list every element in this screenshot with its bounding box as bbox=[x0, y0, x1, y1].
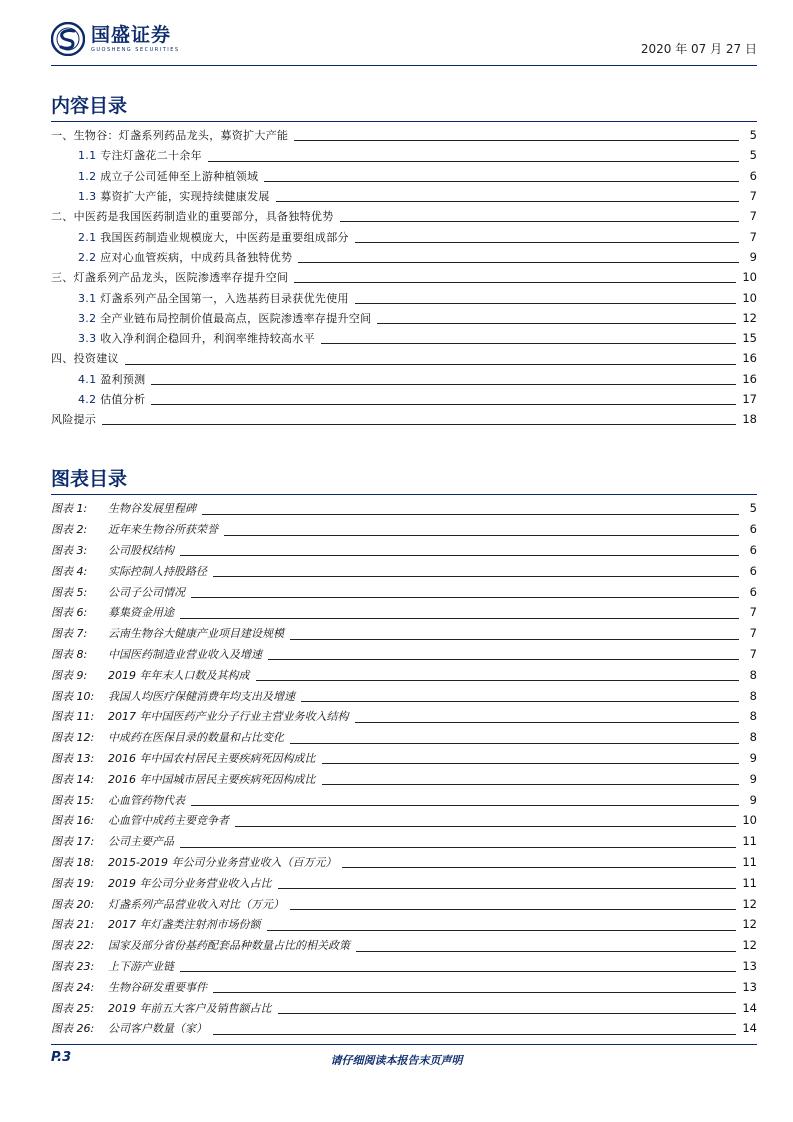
figure-entry-label bbox=[51, 667, 256, 683]
dot-leader bbox=[278, 1013, 737, 1014]
guosheng-logo-icon bbox=[51, 22, 85, 56]
figure-entry[interactable] bbox=[51, 872, 757, 893]
dot-leader bbox=[321, 343, 736, 344]
dot-leader bbox=[377, 323, 736, 324]
figure-entry-label bbox=[51, 604, 180, 620]
figure-entry[interactable] bbox=[51, 810, 757, 831]
toc-entry-page: 7 bbox=[749, 209, 757, 224]
figure-number: 图表 3: bbox=[51, 543, 88, 557]
figure-number: 图表 8: bbox=[51, 647, 88, 661]
dot-leader bbox=[267, 930, 737, 931]
toc-entry-number: 4.2 bbox=[78, 393, 97, 406]
dot-leader bbox=[180, 847, 736, 848]
figure-entry[interactable] bbox=[51, 581, 757, 602]
figure-number: 图表 6: bbox=[51, 606, 88, 620]
figure-entry-label bbox=[51, 792, 191, 808]
figure-number: 图表 11: bbox=[51, 710, 95, 724]
figure-entry-label bbox=[51, 646, 268, 662]
toc-entry[interactable] bbox=[51, 125, 757, 145]
figure-page: 13 bbox=[742, 979, 757, 994]
figure-number: 图表 13: bbox=[51, 751, 95, 765]
figure-page: 11 bbox=[742, 834, 757, 849]
figures-title: 图表目录 bbox=[51, 468, 128, 490]
dot-leader bbox=[294, 140, 739, 141]
dot-leader bbox=[151, 384, 736, 385]
toc-entry-number: 3.1 bbox=[78, 291, 97, 305]
dot-leader bbox=[342, 867, 736, 868]
dot-leader bbox=[290, 909, 736, 910]
toc-entry-label bbox=[51, 330, 321, 346]
toc-entry-text: 收入净利润企稳回升，利润率维持较高水平 bbox=[100, 332, 315, 346]
toc-entry-label bbox=[51, 208, 340, 224]
dot-leader bbox=[180, 618, 739, 619]
figure-entry[interactable] bbox=[51, 914, 757, 935]
figure-entry[interactable] bbox=[51, 519, 757, 540]
figure-page: 11 bbox=[742, 875, 757, 890]
figure-page: 6 bbox=[749, 563, 757, 578]
figure-entry-label bbox=[51, 958, 180, 974]
figure-title: 国家及部分省份基药配套品种数量占比的相关政策 bbox=[108, 939, 350, 953]
figure-number: 图表 21: bbox=[51, 918, 95, 932]
figure-title: 2016 年中国城市居民主要疾病死因构成比 bbox=[108, 772, 316, 786]
figure-entry[interactable] bbox=[51, 852, 757, 873]
toc-entry[interactable] bbox=[51, 389, 757, 409]
figure-entry[interactable] bbox=[51, 935, 757, 956]
figure-entry-label bbox=[51, 500, 202, 516]
toc-entry-text: 一、生物谷：灯盏系列药品龙头，募资扩大产能 bbox=[51, 129, 289, 143]
figure-title: 实际控制人持股路径 bbox=[108, 564, 207, 578]
figure-title: 心血管中成药主要竞争者 bbox=[108, 814, 229, 828]
figure-number: 图表 22: bbox=[51, 939, 95, 953]
figure-entry[interactable] bbox=[51, 560, 757, 581]
figure-entry[interactable] bbox=[51, 893, 757, 914]
figure-entry[interactable] bbox=[51, 602, 757, 623]
figure-entry-label bbox=[51, 729, 290, 745]
toc-entry-text: 专注灯盏花二十余年 bbox=[100, 149, 202, 163]
toc-entry-page: 16 bbox=[742, 371, 757, 386]
toc-entry-text: 盈利预测 bbox=[100, 372, 146, 386]
figure-number: 图表 25: bbox=[51, 1001, 95, 1015]
figure-entry-label bbox=[51, 916, 267, 932]
figure-page: 11 bbox=[742, 854, 757, 869]
dot-leader bbox=[202, 514, 739, 515]
figure-number: 图表 12: bbox=[51, 731, 95, 745]
figure-number: 图表 4: bbox=[51, 564, 88, 578]
figure-title: 生物谷研发重要事件 bbox=[108, 980, 207, 994]
figure-entry-label bbox=[51, 854, 342, 870]
dot-leader bbox=[264, 181, 739, 182]
toc-entry[interactable] bbox=[51, 409, 757, 429]
toc-entry[interactable] bbox=[51, 328, 757, 348]
figure-page: 9 bbox=[749, 792, 757, 807]
figure-title: 公司主要产品 bbox=[108, 835, 174, 849]
dot-leader bbox=[224, 535, 739, 536]
toc-entry-number: 1.3 bbox=[78, 190, 97, 204]
dot-leader bbox=[102, 424, 736, 425]
toc-entry-text: 灯盏系列产品全国第一，入选基药目录获优先使用 bbox=[100, 291, 349, 305]
toc-entry-text: 四、投资建议 bbox=[51, 352, 119, 366]
toc-entry[interactable] bbox=[51, 145, 757, 165]
toc-entry-label bbox=[51, 371, 151, 387]
toc-entry-label bbox=[51, 127, 294, 143]
toc-entry-page: 17 bbox=[742, 392, 757, 406]
figure-title: 2019 年公司分业务营业收入占比 bbox=[108, 876, 272, 890]
figure-entry-label bbox=[51, 937, 356, 953]
figure-title: 近年来生物谷所获荣誉 bbox=[108, 523, 218, 537]
figure-number: 图表 7: bbox=[51, 627, 88, 641]
figure-entry[interactable] bbox=[51, 997, 757, 1018]
figure-title: 心血管药物代表 bbox=[108, 793, 185, 807]
figure-number: 图表 1: bbox=[51, 502, 88, 516]
figure-entry-label bbox=[51, 563, 213, 579]
figure-number: 图表 20: bbox=[51, 897, 95, 911]
figure-page: 14 bbox=[742, 1021, 757, 1036]
toc-entry-text: 全产业链布局控制价值最高点，医院渗透率存提升空间 bbox=[100, 311, 372, 325]
toc-title-divider bbox=[51, 121, 757, 122]
dot-leader bbox=[290, 743, 739, 744]
figure-page: 9 bbox=[749, 750, 757, 765]
figure-title: 中国医药制造业营业收入及增速 bbox=[108, 647, 262, 661]
figure-number: 图表 15: bbox=[51, 793, 95, 807]
figure-number: 图表 5: bbox=[51, 585, 88, 599]
figure-title: 公司子公司情况 bbox=[108, 585, 185, 599]
figure-entry[interactable] bbox=[51, 727, 757, 748]
toc-entry[interactable] bbox=[51, 348, 757, 368]
toc-entry-label bbox=[51, 350, 125, 366]
figure-entry[interactable] bbox=[51, 706, 757, 727]
figure-title: 募集资金用途 bbox=[108, 606, 174, 620]
figure-title: 上下游产业链 bbox=[108, 959, 174, 973]
toc-title: 内容目录 bbox=[51, 95, 128, 117]
figure-title: 2019 年年末人口数及其构成 bbox=[108, 668, 250, 682]
dot-leader bbox=[355, 303, 737, 304]
toc-entry-number: 4.1 bbox=[78, 372, 97, 386]
figure-page: 8 bbox=[749, 709, 757, 724]
toc-entry-page: 5 bbox=[749, 148, 757, 163]
figure-entry[interactable] bbox=[51, 1018, 757, 1039]
figure-entry-label bbox=[51, 521, 224, 537]
toc-entry-label bbox=[51, 310, 377, 326]
figure-number: 图表 24: bbox=[51, 980, 95, 994]
figure-entry-label bbox=[51, 875, 278, 891]
toc-entry-text: 估值分析 bbox=[100, 393, 146, 406]
dot-leader bbox=[340, 221, 740, 222]
figure-title: 生物谷发展里程碑 bbox=[108, 502, 196, 516]
toc-entry-label bbox=[51, 290, 355, 306]
toc-entry[interactable] bbox=[51, 308, 757, 328]
figure-entry-label bbox=[51, 833, 180, 849]
toc-entry-text: 我国医药制造业规模庞大，中医药是重要组成部分 bbox=[100, 230, 349, 244]
figure-title: 2019 年前五大客户及销售额占比 bbox=[108, 1001, 272, 1015]
dot-leader bbox=[213, 576, 739, 577]
figure-entry[interactable] bbox=[51, 540, 757, 561]
logo-english-name: GUOSHENG SECURITIES bbox=[91, 47, 180, 53]
figure-entry-label bbox=[51, 1000, 278, 1016]
figure-entry[interactable] bbox=[51, 768, 757, 789]
toc-entry-text: 成立子公司延伸至上游种植领域 bbox=[100, 169, 259, 183]
toc-entry-label bbox=[51, 391, 151, 407]
figure-entry-label bbox=[51, 584, 191, 600]
toc-entry-text: 二、中医药是我国医药制造业的重要部分，具备独特优势 bbox=[51, 210, 334, 224]
dot-leader bbox=[278, 888, 737, 889]
dot-leader bbox=[208, 161, 739, 162]
figure-title: 灯盏系列产品营业收入对比（万元） bbox=[108, 897, 284, 911]
toc-entry-page: 5 bbox=[749, 128, 757, 143]
toc-entry-label bbox=[51, 249, 298, 265]
figure-entry-label bbox=[51, 979, 213, 995]
toc-entry[interactable] bbox=[51, 186, 757, 206]
figures-title-divider bbox=[51, 494, 757, 495]
table-of-contents bbox=[51, 125, 757, 429]
figure-page: 12 bbox=[742, 938, 757, 953]
figure-page: 12 bbox=[742, 896, 757, 911]
figure-number: 图表 26: bbox=[51, 1022, 95, 1036]
toc-entry-label bbox=[51, 168, 264, 184]
toc-entry-text: 风险提示 bbox=[51, 413, 97, 427]
figure-entry[interactable] bbox=[51, 498, 757, 519]
figure-title: 我国人均医疗保健消费年均支出及增速 bbox=[108, 689, 295, 703]
dot-leader bbox=[301, 701, 739, 702]
toc-entry-page: 7 bbox=[749, 189, 757, 204]
figure-entry-label bbox=[51, 771, 322, 787]
dot-leader bbox=[290, 639, 739, 640]
dot-leader bbox=[322, 784, 740, 785]
disclaimer-note: 请仔细阅读本报告末页声明 bbox=[330, 1054, 463, 1067]
dot-leader bbox=[298, 262, 739, 263]
dot-leader bbox=[256, 680, 740, 681]
toc-entry-number: 2.2 bbox=[78, 250, 97, 264]
figure-entry[interactable] bbox=[51, 644, 757, 665]
toc-entry-page: 10 bbox=[742, 270, 757, 285]
page-number: P.3 bbox=[51, 1050, 72, 1065]
figure-title: 公司客户数量（家） bbox=[108, 1022, 207, 1036]
dot-leader bbox=[180, 971, 736, 972]
toc-entry-page: 12 bbox=[742, 310, 757, 325]
figure-page: 14 bbox=[742, 1000, 757, 1015]
dot-leader bbox=[355, 722, 740, 723]
dot-leader bbox=[355, 242, 739, 243]
figure-entry-label bbox=[51, 708, 355, 724]
toc-entry[interactable] bbox=[51, 247, 757, 267]
figure-entry[interactable] bbox=[51, 623, 757, 644]
figure-page: 8 bbox=[749, 688, 757, 703]
toc-entry-page: 16 bbox=[742, 351, 757, 366]
figure-number: 图表 14: bbox=[51, 772, 95, 786]
figure-page: 12 bbox=[742, 917, 757, 932]
figure-number: 图表 23: bbox=[51, 959, 95, 973]
figure-title: 公司股权结构 bbox=[108, 543, 174, 557]
dot-leader bbox=[235, 826, 736, 827]
logo-chinese-name: 国盛证券 bbox=[91, 24, 172, 46]
figure-page: 13 bbox=[742, 958, 757, 973]
toc-entry-number: 2.1 bbox=[78, 230, 97, 244]
figure-entry-label bbox=[51, 542, 180, 558]
figure-page: 8 bbox=[749, 730, 757, 745]
list-of-figures bbox=[51, 498, 757, 1039]
figure-page: 6 bbox=[749, 584, 757, 599]
figure-page: 7 bbox=[749, 626, 757, 641]
dot-leader bbox=[268, 659, 739, 660]
figure-entry[interactable] bbox=[51, 748, 757, 769]
toc-entry-page: 6 bbox=[749, 168, 757, 183]
dot-leader bbox=[276, 201, 739, 202]
figure-page: 9 bbox=[749, 771, 757, 786]
figure-entry[interactable] bbox=[51, 664, 757, 685]
figure-number: 图表 2: bbox=[51, 523, 88, 537]
figure-title: 2017 年中国医药产业分子行业主营业务收入结构 bbox=[108, 710, 349, 724]
toc-entry-number: 1.1 bbox=[78, 149, 97, 163]
toc-entry-label bbox=[51, 411, 102, 427]
toc-entry[interactable] bbox=[51, 226, 757, 246]
figure-entry-label bbox=[51, 688, 301, 704]
figure-entry[interactable] bbox=[51, 956, 757, 977]
toc-entry-label bbox=[51, 147, 208, 163]
figure-entry-label bbox=[51, 812, 235, 828]
dot-leader bbox=[191, 597, 739, 598]
dot-leader bbox=[213, 1034, 736, 1035]
figure-number: 图表 10: bbox=[51, 689, 95, 703]
figure-entry[interactable] bbox=[51, 789, 757, 810]
figure-title: 2015-2019 年公司分业务营业收入（百万元） bbox=[108, 855, 337, 869]
toc-entry[interactable] bbox=[51, 287, 757, 307]
dot-leader bbox=[125, 364, 737, 365]
toc-entry-text: 三、灯盏系列产品龙头，医院渗透率存提升空间 bbox=[51, 271, 289, 285]
figure-entry-label bbox=[51, 750, 322, 766]
toc-entry-page: 9 bbox=[749, 249, 757, 264]
toc-entry[interactable] bbox=[51, 369, 757, 389]
toc-entry[interactable] bbox=[51, 166, 757, 186]
figure-page: 10 bbox=[742, 813, 757, 828]
dot-leader bbox=[213, 992, 736, 993]
toc-entry-page: 10 bbox=[742, 290, 757, 305]
report-date: 2020 年 07 月 27 日 bbox=[640, 42, 757, 56]
figure-number: 图表 17: bbox=[51, 835, 95, 849]
figure-entry[interactable] bbox=[51, 976, 757, 997]
figure-entry[interactable] bbox=[51, 685, 757, 706]
company-logo bbox=[51, 22, 180, 56]
figure-title: 中成药在医保目录的数量和占比变化 bbox=[108, 731, 284, 745]
toc-entry-text: 应对心血管疾病，中成药具备独特优势 bbox=[100, 250, 293, 264]
toc-entry-page: 15 bbox=[742, 331, 757, 346]
toc-entry-page: 7 bbox=[749, 229, 757, 244]
toc-entry[interactable] bbox=[51, 267, 757, 287]
dot-leader bbox=[294, 282, 736, 283]
figure-page: 5 bbox=[749, 501, 757, 516]
figure-page: 6 bbox=[749, 542, 757, 557]
footer-divider bbox=[51, 1044, 757, 1045]
figure-entry-label bbox=[51, 896, 290, 912]
figure-page: 6 bbox=[749, 522, 757, 537]
toc-entry-number: 3.2 bbox=[78, 311, 97, 325]
dot-leader bbox=[191, 805, 739, 806]
page-header bbox=[51, 22, 757, 62]
toc-entry-label bbox=[51, 229, 355, 245]
toc-entry-number: 1.2 bbox=[78, 169, 97, 183]
dot-leader bbox=[356, 951, 736, 952]
figure-number: 图表 19: bbox=[51, 876, 95, 890]
figure-number: 图表 16: bbox=[51, 814, 95, 828]
dot-leader bbox=[322, 763, 740, 764]
dot-leader bbox=[180, 555, 739, 556]
toc-entry-label bbox=[51, 269, 294, 285]
figure-page: 8 bbox=[749, 667, 757, 682]
toc-entry-number: 3.3 bbox=[78, 332, 97, 346]
figure-number: 图表 18: bbox=[51, 855, 95, 869]
figure-number: 图表 9: bbox=[51, 668, 88, 682]
toc-entry-label bbox=[51, 188, 276, 204]
toc-entry-text: 募资扩大产能，实现持续健康发展 bbox=[100, 190, 270, 204]
figure-title: 云南生物谷大健康产业项目建设规模 bbox=[108, 627, 284, 641]
figure-entry-label bbox=[51, 1020, 213, 1036]
figure-page: 7 bbox=[749, 605, 757, 620]
toc-entry[interactable] bbox=[51, 206, 757, 226]
figure-entry[interactable] bbox=[51, 831, 757, 852]
figure-page: 7 bbox=[749, 646, 757, 661]
dot-leader bbox=[151, 404, 736, 405]
toc-entry-page: 18 bbox=[742, 412, 757, 427]
header-divider bbox=[51, 65, 757, 66]
figure-title: 2016 年中国农村居民主要疾病死因构成比 bbox=[108, 751, 316, 765]
figure-title: 2017 年灯盏类注射剂市场份额 bbox=[108, 918, 261, 932]
figure-entry-label bbox=[51, 625, 290, 641]
